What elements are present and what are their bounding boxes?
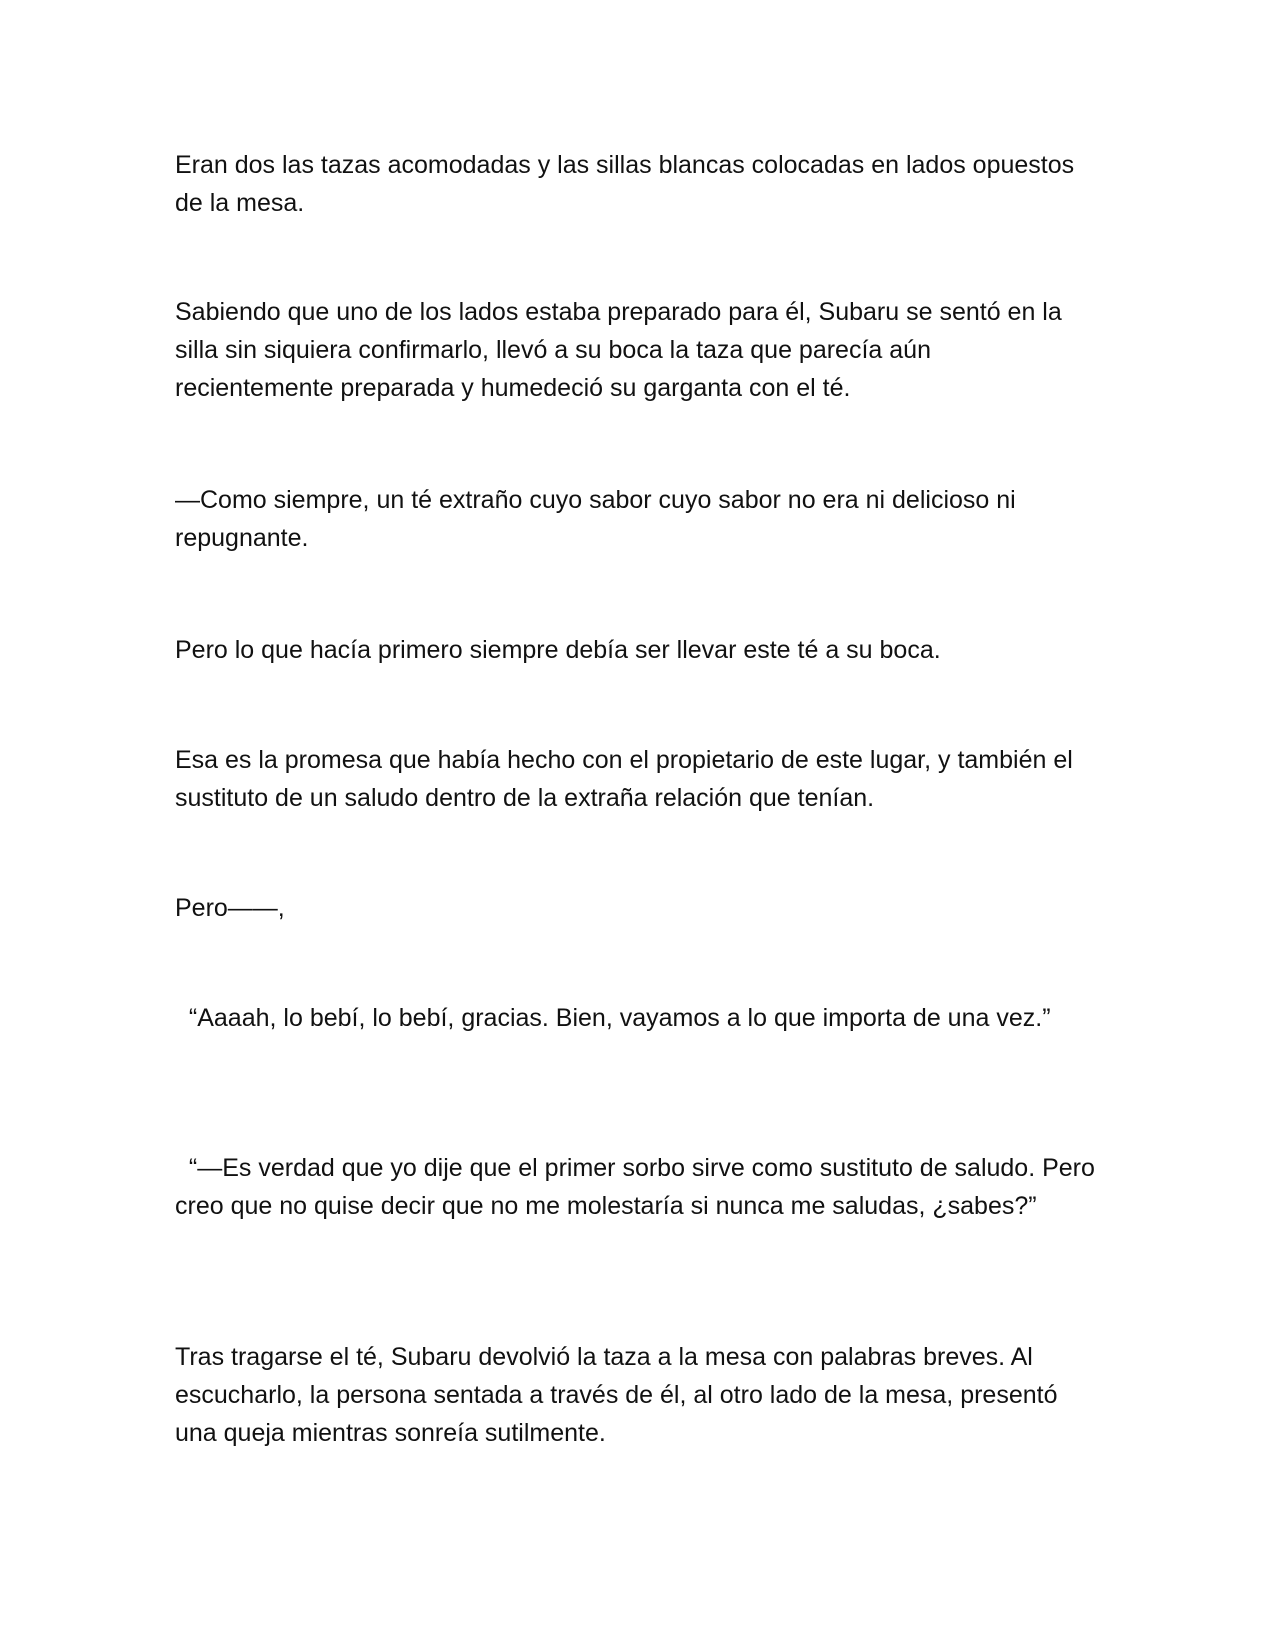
paragraph: Eran dos las tazas acomodadas y las sillas blancas colocadas en lados opuestos de la mesa.	[175, 151, 1082, 217]
paragraph: Esa es la promesa que había hecho con el propietario de este lugar, y también el sustituto de un saludo dentro de la extraña relación que tenían.	[175, 746, 1080, 812]
paragraph: —Como siempre, un té extraño cuyo sabor cuyo sabor no era ni delicioso ni repugnante.	[175, 486, 1023, 552]
paragraph: Pero——,	[175, 894, 285, 922]
paragraph: Pero lo que hacía primero siempre debía ser llevar este té a su boca.	[175, 636, 941, 664]
paragraph: Sabiendo que uno de los lados estaba preparado para él, Subaru se sentó en la silla sin siquiera confirmarlo, llevó a su boca la taza que parecía aún recientemente preparada y humedeció su garganta con el té.	[175, 298, 1069, 402]
paragraph: Tras tragarse el té, Subaru devolvió la taza a la mesa con palabras breves. Al escucharlo, la persona sentada a través de él, al otro lado de la mesa, presentó una queja mientras sonreía sutilmente.	[175, 1343, 1065, 1447]
dialogue-paragraph: “—Es verdad que yo dije que el primer sorbo sirve como sustituto de saludo. Pero creo que no quise decir que no me molestaría si nunca me saludas, ¿sabes?”	[175, 1154, 1102, 1220]
dialogue-paragraph: “Aaaah, lo bebí, lo bebí, gracias. Bien, vayamos a lo que importa de una vez.”	[175, 1004, 1051, 1032]
